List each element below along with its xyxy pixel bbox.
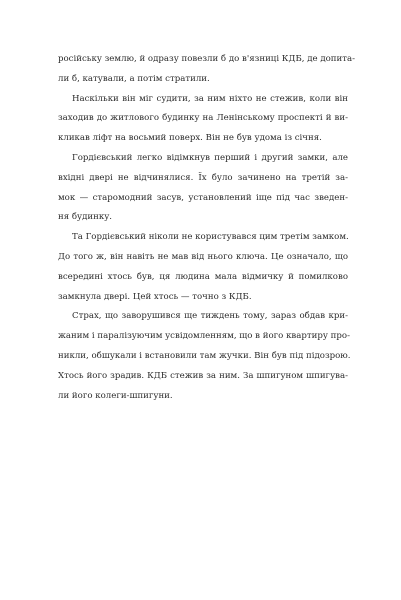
paragraph-2 xyxy=(58,90,348,149)
text-line: заходив до житлового будинку на Ленінському проспекті й ви- xyxy=(58,113,348,124)
text-line: російську землю, й одразу повезли б до в'язниці КДБ, де допита- xyxy=(58,54,356,64)
text-line: замкнула двері. Цей хтось — точно з КДБ. xyxy=(58,291,252,302)
text-line: ли б, катували, а потім стратили. xyxy=(58,73,210,84)
text-line: ли його колеги-шпигуни. xyxy=(58,390,173,401)
text-line: Страх, що заворушився ще тиждень тому, зараз обдав кри- xyxy=(72,311,348,322)
text-line: вхідні двері не відчинялися. Їх було зачинено на третій за- xyxy=(58,172,348,183)
text-line: До того ж, він навіть не мав від нього ключа. Це означало, що xyxy=(58,251,348,262)
paragraph-3 xyxy=(58,149,348,228)
text-line: Наскільки він міг судити, за ним ніхто не стежив, коли він xyxy=(72,93,348,104)
text-line: кликав ліфт на восьмий поверх. Він не був удома із січня. xyxy=(58,133,322,144)
text-line: Гордієвський легко відімкнув перший і другий замки, але xyxy=(72,152,348,163)
text-line: мок — старомодний засув, установлений іще під час зведен- xyxy=(58,192,348,203)
text-line: никли, обшукали і встановили там жучки. Він був під підозрою. xyxy=(58,350,351,361)
text-line: Хтось його зрадив. КДБ стежив за ним. За шпигуном шпигува- xyxy=(58,370,348,381)
paragraph-5 xyxy=(58,307,351,406)
text-line: жаним і паралізуючим усвідомленням, що в його квартиру про- xyxy=(58,331,350,342)
text-line: всередині хтось був, ця людина мала відмичку й помилково xyxy=(58,271,348,282)
text-line: ня будинку. xyxy=(58,212,113,223)
paragraph-1 xyxy=(58,50,356,90)
paragraph-4 xyxy=(58,228,348,307)
text-line: Та Гордієвський ніколи не користувався цим третім замком. xyxy=(72,232,349,243)
body-text xyxy=(58,50,356,406)
